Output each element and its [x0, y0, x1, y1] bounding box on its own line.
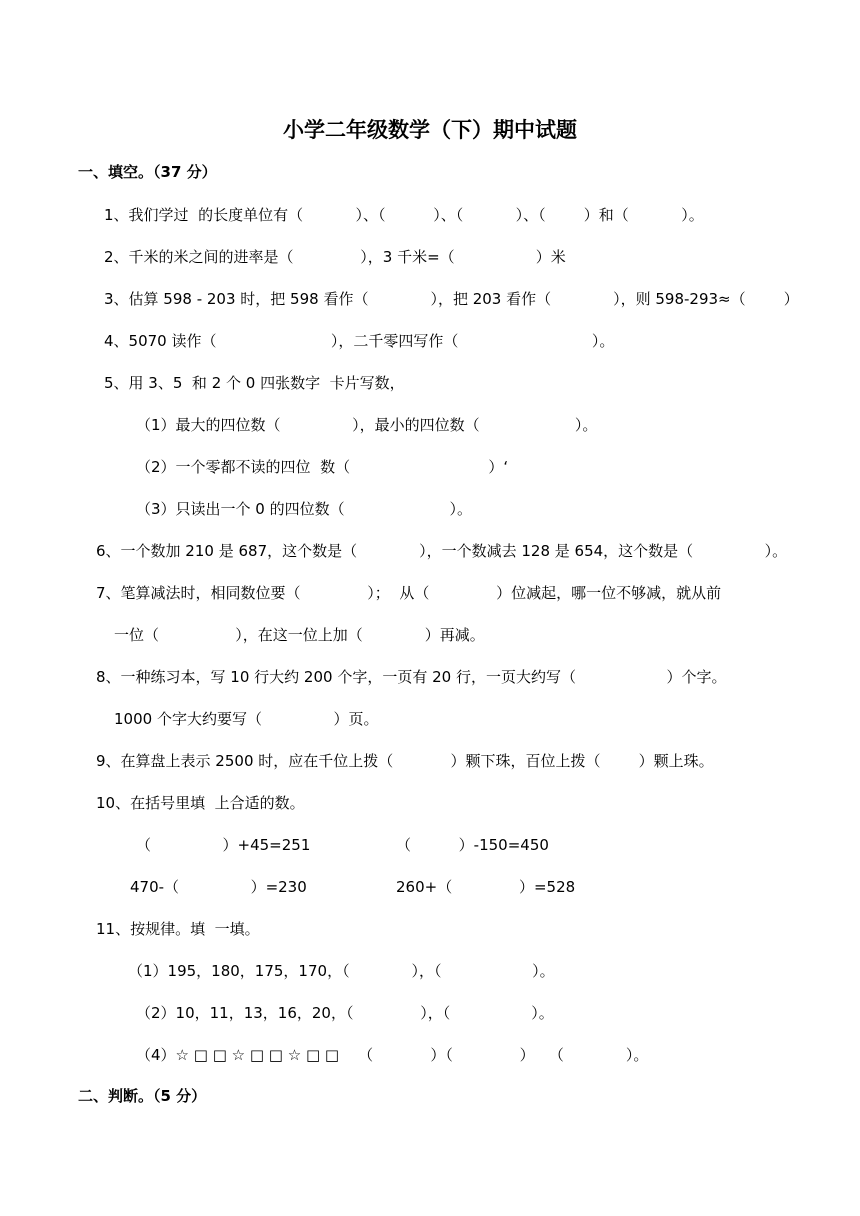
- question-11-part-1: （1）195，180，175，170，（ ），（ ）。: [128, 962, 555, 980]
- question-10: 10、在括号里填 上合适的数。: [96, 794, 305, 812]
- question-6: 6、一个数加 210 是 687，这个数是（ ），一个数减去 128 是 654，这个数是（ ）。: [96, 542, 788, 560]
- question-8-continued: 1000 个字大约要写（ ）页。: [114, 710, 379, 728]
- question-11-part-2: （2）10，11，13，16，20，（ ），（ ）。: [136, 1004, 554, 1022]
- question-5-part-2: （2）一个零都不读的四位 数（ ）‘: [136, 458, 509, 476]
- page-title: 小学二年级数学（下）期中试题: [283, 118, 577, 142]
- question-10-item-c: 470-（ ）=230: [130, 878, 307, 896]
- question-11-part-4: （4）☆ □ □ ☆ □ □ ☆ □ □ （ ）（ ） （ ）。: [136, 1046, 649, 1064]
- question-9: 9、在算盘上表示 2500 时，应在千位上拨（ ）颗下珠，百位上拨（ ）颗上珠。: [96, 752, 714, 770]
- question-10-item-a: （ ）+45=251: [136, 836, 311, 854]
- question-4: 4、5070 读作（ ），二千零四写作（ ）。: [104, 332, 615, 350]
- section-heading-judgement: 二、判断。（5 分）: [78, 1087, 207, 1105]
- question-7-continued: 一位（ ），在这一位上加（ ）再减。: [114, 626, 485, 644]
- question-10-item-d: 260+（ ）=528: [396, 878, 576, 896]
- question-5-part-1: （1）最大的四位数（ ），最小的四位数（ ）。: [136, 416, 598, 434]
- section-heading-fill-blank: 一、填空。（37 分）: [78, 163, 217, 181]
- question-10-item-b: （ ）-150=450: [396, 836, 549, 854]
- question-5: 5、用 3、5 和 2 个 0 四张数字 卡片写数，: [104, 374, 405, 392]
- question-3: 3、估算 598 - 203 时，把 598 看作（ ），把 203 看作（ ），则 598-293≈（ ）: [104, 290, 799, 308]
- question-7: 7、笔算减法时，相同数位要（ ）； 从（ ）位减起，哪一位不够减，就从前: [96, 584, 722, 602]
- question-11: 11、按规律。填 一填。: [96, 920, 260, 938]
- question-8: 8、一种练习本，写 10 行大约 200 个字，一页有 20 行，一页大约写（ ）个字。: [96, 668, 727, 686]
- question-2: 2、千米的米之间的进率是（ ），3 千米=（ ）米: [104, 248, 566, 266]
- question-1: 1、我们学过 的长度单位有（ ）、（ ）、（ ）、（ ）和（ ）。: [104, 206, 704, 224]
- question-5-part-3: （3）只读出一个 0 的四位数（ ）。: [136, 500, 473, 518]
